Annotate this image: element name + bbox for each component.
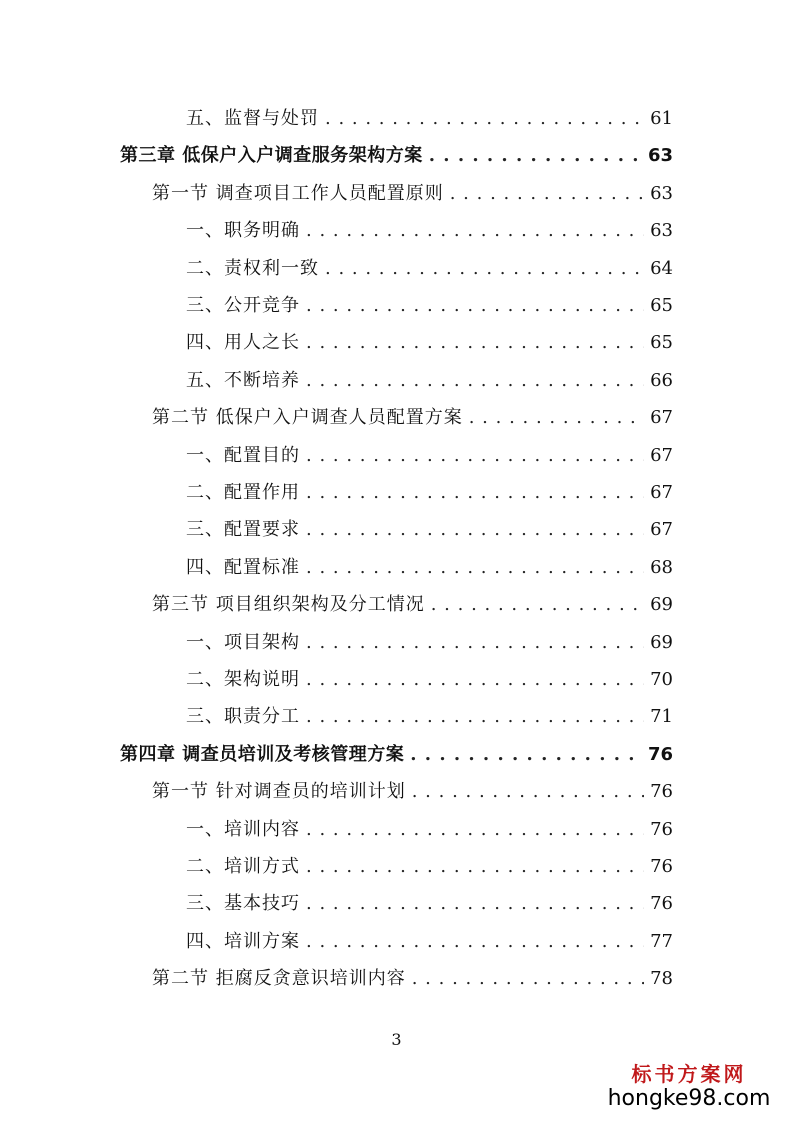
toc-dot-leader — [306, 553, 644, 583]
toc-entry-page-number: 68 — [650, 557, 673, 578]
toc-entry-page-number: 66 — [650, 370, 673, 391]
toc-entry-chapter[interactable] — [120, 141, 673, 171]
toc-entry-page-number: 63 — [650, 183, 673, 204]
toc-entry-page-number: 67 — [650, 445, 673, 466]
toc-entry-page-number: 76 — [650, 856, 673, 877]
toc-dot-leader — [325, 104, 644, 134]
toc-dot-leader — [306, 815, 644, 845]
toc-dot-leader — [306, 291, 644, 321]
site-watermark-logo — [599, 1062, 779, 1112]
toc-entry-title: 第一节 调查项目工作人员配置原则 — [152, 183, 444, 204]
toc-entry-item[interactable] — [186, 889, 673, 919]
toc-dot-leader — [306, 852, 644, 882]
toc-entry-title: 第四章 调查员培训及考核管理方案 — [120, 744, 405, 765]
toc-dot-leader — [469, 403, 644, 433]
toc-entry-title: 一、项目架构 — [186, 632, 300, 653]
toc-entry-page-number: 63 — [650, 220, 673, 241]
toc-dot-leader — [306, 515, 644, 545]
toc-dot-leader — [306, 665, 644, 695]
toc-entry-title: 三、公开竞争 — [186, 295, 300, 316]
toc-entry-item[interactable] — [186, 291, 673, 321]
toc-entry-title: 二、培训方式 — [186, 856, 300, 877]
toc-entry-section[interactable] — [152, 964, 673, 994]
toc-entry-item[interactable] — [186, 927, 673, 957]
toc-dot-leader — [431, 590, 644, 620]
toc-entry-title: 五、监督与处罚 — [186, 108, 319, 129]
toc-entry-section[interactable] — [152, 179, 673, 209]
toc-entry-item[interactable] — [186, 852, 673, 882]
toc-entry-title: 五、不断培养 — [186, 370, 300, 391]
toc-entry-title: 第二节 低保户入户调查人员配置方案 — [152, 407, 463, 428]
toc-entry-title: 一、配置目的 — [186, 445, 300, 466]
toc-entry-page-number: 69 — [650, 594, 673, 615]
toc-entry-title: 四、培训方案 — [186, 931, 300, 952]
toc-entry-page-number: 67 — [650, 482, 673, 503]
toc-entry-page-number: 63 — [647, 145, 673, 166]
toc-dot-leader — [450, 179, 644, 209]
toc-entry-title: 一、培训内容 — [186, 819, 300, 840]
toc-dot-leader — [306, 889, 644, 919]
toc-dot-leader — [306, 478, 644, 508]
toc-entry-chapter[interactable] — [120, 740, 673, 770]
toc-entry-page-number: 67 — [650, 407, 673, 428]
toc-entry-title: 四、配置标准 — [186, 557, 300, 578]
toc-entry-title: 第三节 项目组织架构及分工情况 — [152, 594, 425, 615]
toc-entry-title: 三、基本技巧 — [186, 893, 300, 914]
toc-dot-leader — [306, 702, 644, 732]
watermark-url: hongke98.com — [607, 1086, 771, 1111]
toc-entry-title: 四、用人之长 — [186, 332, 300, 353]
toc-entry-title: 第三章 低保户入户调查服务架构方案 — [120, 145, 423, 166]
toc-entry-title: 二、责权利一致 — [186, 258, 319, 279]
toc-entry-title: 第二节 拒腐反贪意识培训内容 — [152, 968, 406, 989]
toc-entry-page-number: 77 — [650, 931, 673, 952]
toc-entry-item[interactable] — [186, 515, 673, 545]
toc-dot-leader — [306, 328, 644, 358]
toc-entry-title: 三、职责分工 — [186, 706, 300, 727]
toc-entry-title: 一、职务明确 — [186, 220, 300, 241]
toc-entry-item[interactable] — [186, 366, 673, 396]
toc-entry-item[interactable] — [186, 702, 673, 732]
toc-dot-leader — [306, 366, 644, 396]
toc-entry-item[interactable] — [186, 665, 673, 695]
toc-entry-page-number: 71 — [650, 706, 673, 727]
toc-entry-section[interactable] — [152, 777, 673, 807]
toc-entry-item[interactable] — [186, 553, 673, 583]
toc-entry-title: 第一节 针对调查员的培训计划 — [152, 781, 406, 802]
toc-dot-leader — [325, 254, 644, 284]
toc-entry-item[interactable] — [186, 441, 673, 471]
toc-entry-title: 二、配置作用 — [186, 482, 300, 503]
toc-entry-page-number: 76 — [650, 781, 673, 802]
toc-entry-page-number: 61 — [650, 108, 673, 129]
toc-dot-leader — [429, 141, 642, 171]
watermark-name: 标书方案网 — [631, 1062, 747, 1086]
toc-entry-title: 三、配置要求 — [186, 519, 300, 540]
toc-dot-leader — [306, 628, 644, 658]
toc-entry-title: 二、架构说明 — [186, 669, 300, 690]
toc-entry-section[interactable] — [152, 403, 673, 433]
toc-dot-leader — [412, 777, 644, 807]
toc-entry-page-number: 69 — [650, 632, 673, 653]
toc-entry-page-number: 67 — [650, 519, 673, 540]
toc-entry-page-number: 78 — [650, 968, 673, 989]
toc-dot-leader — [306, 927, 644, 957]
toc-entry-page-number: 76 — [650, 893, 673, 914]
toc-entry-page-number: 76 — [650, 819, 673, 840]
toc-dot-leader — [306, 441, 644, 471]
toc-entry-item[interactable] — [186, 328, 673, 358]
page-number: 3 — [391, 1030, 402, 1049]
toc-entry-item[interactable] — [186, 216, 673, 246]
toc-dot-leader — [412, 964, 644, 994]
toc-entry-page-number: 76 — [647, 744, 673, 765]
toc-entry-item[interactable] — [186, 628, 673, 658]
toc-entry-item[interactable] — [186, 104, 673, 134]
toc-entry-section[interactable] — [152, 590, 673, 620]
toc-entry-item[interactable] — [186, 254, 673, 284]
toc-entry-page-number: 64 — [650, 258, 673, 279]
toc-entry-page-number: 65 — [650, 332, 673, 353]
toc-dot-leader — [306, 216, 644, 246]
toc-dot-leader — [410, 740, 642, 770]
toc-entry-item[interactable] — [186, 815, 673, 845]
toc-entry-item[interactable] — [186, 478, 673, 508]
toc-entry-page-number: 65 — [650, 295, 673, 316]
toc-entry-page-number: 70 — [650, 669, 673, 690]
